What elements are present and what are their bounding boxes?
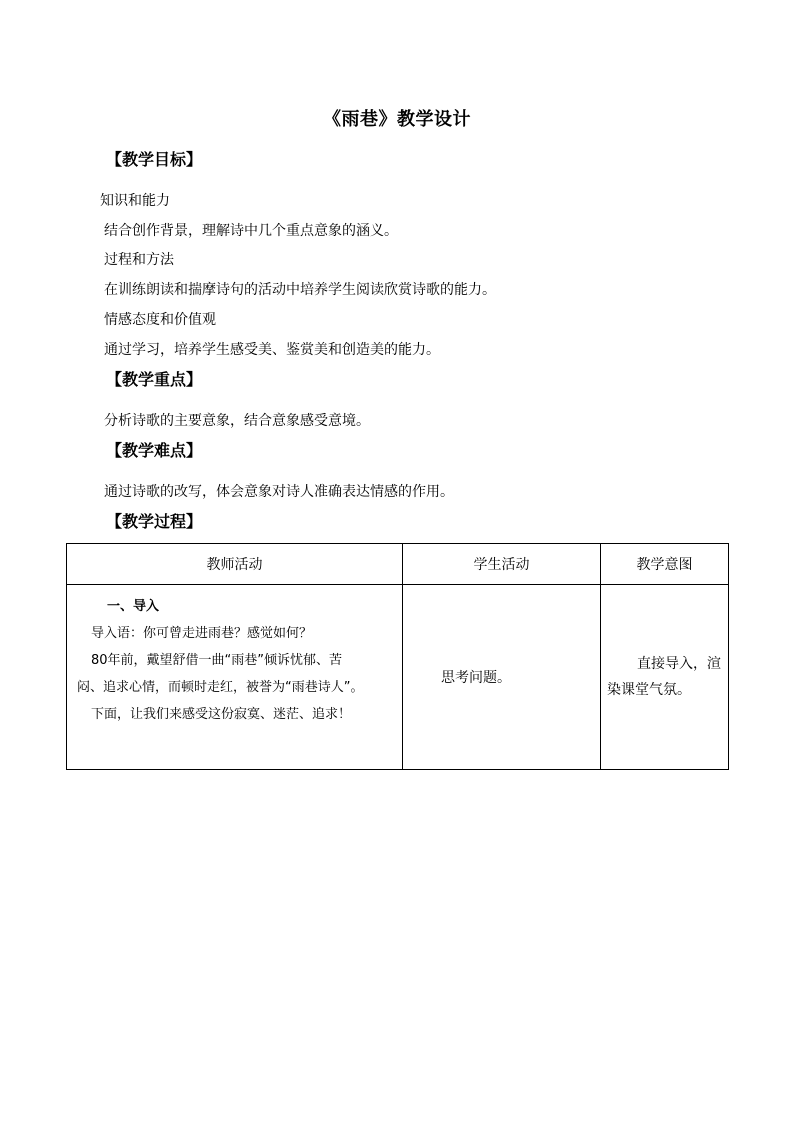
table-header-row	[67, 544, 729, 585]
document-title: 《雨巷》教学设计	[323, 109, 471, 130]
teacher-line: 闷、追求心情，而顿时走红，被誉为“雨巷诗人”。	[77, 680, 364, 695]
header-teacher-activity: 教师活动	[67, 544, 403, 585]
objectives-heading: 【教学目标】	[106, 150, 203, 169]
process-label: 过程和方法	[104, 252, 174, 268]
knowledge-text: 结合创作背景，理解诗中几个重点意象的涵义。	[104, 223, 398, 239]
header-student-activity: 学生活动	[403, 544, 601, 585]
intent-line: 直接导入，渲	[637, 656, 721, 672]
difficulties-text: 通过诗歌的改写，体会意象对诗人准确表达情感的作用。	[104, 484, 454, 500]
key-points-text: 分析诗歌的主要意象，结合意象感受意境。	[104, 413, 370, 429]
table-row	[67, 585, 729, 770]
teaching-intent-cell	[601, 585, 729, 770]
teacher-line: 80年前，戴望舒借一曲“雨巷”倾诉忧郁、苦	[91, 653, 343, 668]
teacher-activity-cell	[67, 585, 403, 770]
knowledge-label: 知识和能力	[100, 193, 170, 209]
teaching-process-table	[66, 543, 729, 770]
teacher-line: 下面，让我们来感受这份寂寞、迷茫、追求！	[91, 707, 352, 722]
header-teaching-intent: 教学意图	[601, 544, 729, 585]
key-points-heading: 【教学重点】	[106, 370, 203, 389]
difficulties-heading: 【教学难点】	[106, 441, 203, 460]
intent-line: 染课堂气氛。	[607, 682, 691, 698]
intro-section-title: 一、导入	[107, 599, 160, 614]
emotion-label: 情感态度和价值观	[104, 312, 216, 328]
teacher-line: 导入语：你可曾走进雨巷？感觉如何？	[91, 626, 313, 641]
process-text: 在训练朗读和揣摩诗句的活动中培养学生阅读欣赏诗歌的能力。	[104, 282, 496, 298]
emotion-text: 通过学习，培养学生感受美、鉴赏美和创造美的能力。	[104, 342, 440, 358]
student-activity-cell: 思考问题。	[403, 585, 601, 770]
process-heading: 【教学过程】	[106, 512, 203, 531]
